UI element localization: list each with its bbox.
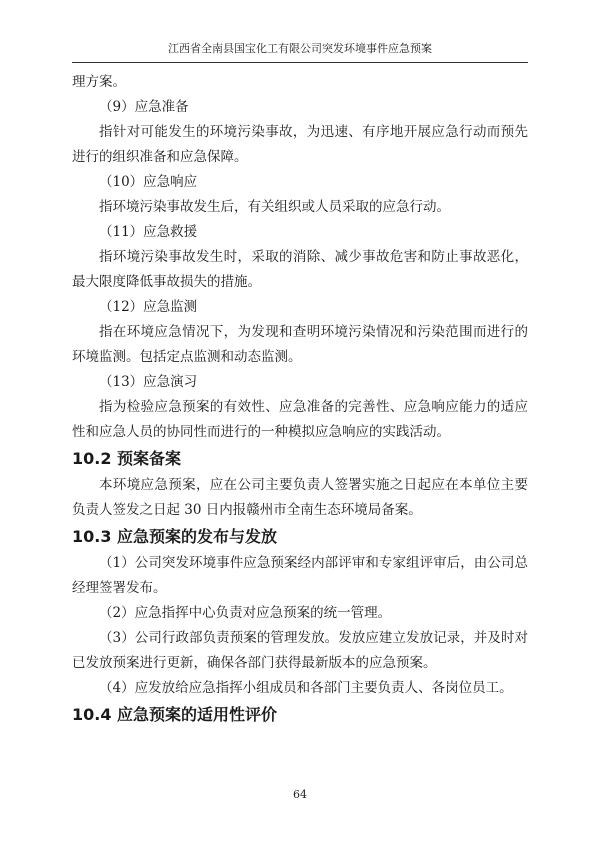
- paragraph-continuation: 理方案。: [72, 74, 126, 90]
- section-heading-10-4: 10.4 应急预案的适用性评价: [72, 705, 278, 724]
- list-item-10-3-1: （1）公司突发环境事件应急预案经内部评审和专家组评审后，由公司总经理签署发布。: [72, 555, 528, 596]
- definition-text-12: 指在环境应急情况下，为发现和查明环境污染情况和污染范围而进行的环境监测。包括定点监测和动态监测。: [72, 324, 528, 365]
- definition-title-12: （12）应急监测: [99, 299, 198, 315]
- list-item-10-3-2: （2）应急指挥中心负责对应急预案的统一管理。: [99, 605, 392, 621]
- definition-title-10: （10）应急响应: [99, 174, 198, 190]
- definition-text-9: 指针对可能发生的环境污染事故，为迅速、有序地开展应急行动而预先进行的组织准备和应急保障。: [72, 124, 528, 165]
- definition-text-13: 指为检验应急预案的有效性、应急准备的完善性、应急响应能力的适应性和应急人员的协同性而进行的一种模拟应急响应的实践活动。: [72, 399, 528, 440]
- list-item-10-3-3: （3）公司行政部负责预案的管理发放。发放应建立发放记录，并及时对已发放预案进行更新，确保各部门获得最新版本的应急预案。: [72, 630, 528, 671]
- definition-title-9: （9）应急准备: [99, 99, 189, 115]
- list-item-10-3-4: （4）应发放给应急指挥小组成员和各部门主要负责人、各岗位员工。: [99, 680, 513, 696]
- definition-title-11: （11）应急救援: [99, 224, 198, 240]
- section-heading-10-2: 10.2 预案备案: [72, 449, 182, 468]
- definition-text-11: 指环境污染事故发生时，采取的消除、减少事故危害和防止事故恶化，最大限度降低事故损失的措施。: [72, 249, 528, 290]
- definition-title-13: （13）应急演习: [99, 374, 198, 390]
- section-text-10-2: 本环境应急预案，应在公司主要负责人签署实施之日起应在本单位主要负责人签发之日起 30 日内报赣州市全南生态环境局备案。: [72, 477, 528, 518]
- page-content: [72, 70, 528, 729]
- header-rule: [72, 62, 528, 63]
- section-heading-10-3: 10.3 应急预案的发布与发放: [72, 527, 278, 546]
- running-header: 江西省全南县国宝化工有限公司突发环境事件应急预案: [168, 42, 432, 55]
- page-number: 64: [293, 788, 307, 801]
- definition-text-10: 指环境污染事故发生后，有关组织或人员采取的应急行动。: [99, 199, 450, 215]
